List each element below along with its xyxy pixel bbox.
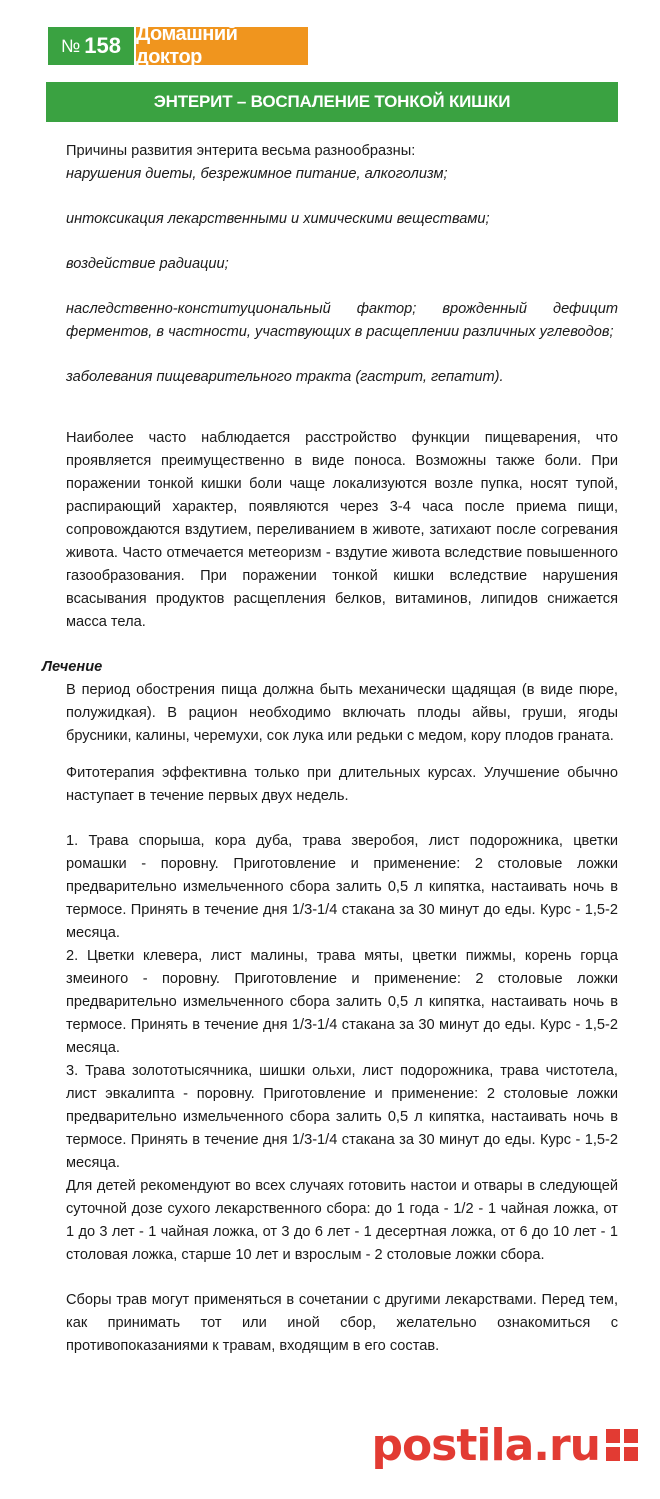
- article-body: [42, 140, 618, 1358]
- cause-item: наследственно-конституциональный фактор; врожденный дефицит ферментов, в частности, участвующих в расщеплении различных углеводов;: [66, 301, 618, 340]
- cause-item: заболевания пищеварительного тракта (гастрит, гепатит).: [66, 369, 504, 385]
- page-title: ЭНТЕРИТ – ВОСПАЛЕНИЕ ТОНКОЙ КИШКИ: [46, 82, 618, 122]
- cause-item: интоксикация лекарственными и химическими веществами;: [66, 211, 490, 227]
- issue-number: 158: [84, 33, 122, 58]
- phyto-paragraph: Фитотерапия эффективна только при длительных курсах. Улучшение обычно наступает в течение первых двух недель.: [66, 765, 618, 804]
- treatment-heading: Лечение: [42, 659, 103, 675]
- section-badge: Домашний доктор: [136, 27, 308, 65]
- diet-paragraph: В период обострения пища должна быть механически щадящая (в виде пюре, полужидкая). В рацион необходимо включать плоды айвы, груши, ягоды брусники, калины, черемухи, сок лука или редьки с медом, кору плодов граната.: [66, 682, 618, 744]
- issue-prefix: №: [60, 35, 81, 56]
- combination-paragraph: Сборы трав могут применяться в сочетании с другими лекарствами. Перед тем, как принимать тот или иной сбор, желательно ознакомиться с противопоказаниями к травам, входящим в его состав.: [66, 1292, 618, 1354]
- recipe-item: 2. Цветки клевера, лист малины, трава мяты, цветки пижмы, корень горца змеиного - поровну. Приготовление и применение: 2 столовые ложки предварительно измельченного сбора залить 0,5 л кипятка, настаивать ночь в термосе. Принять в течение дня 1/3-1/4 стакана за 30 минут до еды. Курс - 1,5-2 месяца.: [66, 948, 618, 1056]
- children-dosage-paragraph: Для детей рекомендуют во всех случаях готовить настои и отвары в следующей суточной дозе сухого лекарственного сбора: до 1 года - 1/2 - 1 чайная ложка, от 1 до 3 лет - 1 чайная ложка, от 3 до 6 лет - 1 десертная ложка, от 6 до 10 лет - 1 столовая ложка, старше 10 лет и взрослым - 2 столовые ложки сбора.: [66, 1178, 618, 1263]
- recipe-item: 1. Трава спорыша, кора дуба, трава зверобоя, лист подорожника, цветки ромашки - поровну. Приготовление и применение: 2 столовые ложки предварительно измельченного сбора залить 0,5 л кипятка, настаивать ночь в термосе. Принять в течение дня 1/3-1/4 стакана за 30 минут до еды. Курс - 1,5-2 месяца.: [66, 833, 618, 941]
- causes-intro: Причины развития энтерита весьма разнообразны:: [66, 143, 416, 159]
- cause-item: нарушения диеты, безрежимное питание, алкоголизм;: [66, 166, 448, 182]
- watermark: [371, 1420, 640, 1471]
- issue-badge: [48, 27, 134, 65]
- grid-logo-icon: [606, 1429, 640, 1463]
- symptoms-paragraph: Наиболее часто наблюдается расстройство функции пищеварения, что проявляется преимущественно в виде поноса. Возможны также боли. При поражении тонкой кишки боли чаще локализуются возле пупка, носят тупой, распирающий характер, появляются через 3-4 часа после приема пищи, сопровождаются вздутием, переливанием в животе, затихают после согревания живота. Часто отмечается метеоризм - вздутие живота вследствие повышенного газообразования. При поражении тонкой кишки вследствие нарушения всасывания продуктов расщепления белков, витаминов, липидов снижается масса тела.: [66, 430, 618, 630]
- recipe-item: 3. Трава золототысячника, шишки ольхи, лист подорожника, трава чистотела, лист эвкалипта - поровну. Приготовление и применение: 2 столовые ложки предварительно измельченного сбора залить 0,5 л кипятка, настаивать ночь в термосе. Принять в течение дня 1/3-1/4 стакана за 30 минут до еды. Курс - 1,5-2 месяца.: [66, 1063, 618, 1171]
- cause-item: воздействие радиации;: [66, 256, 229, 272]
- watermark-text: postila.ru: [371, 1420, 600, 1471]
